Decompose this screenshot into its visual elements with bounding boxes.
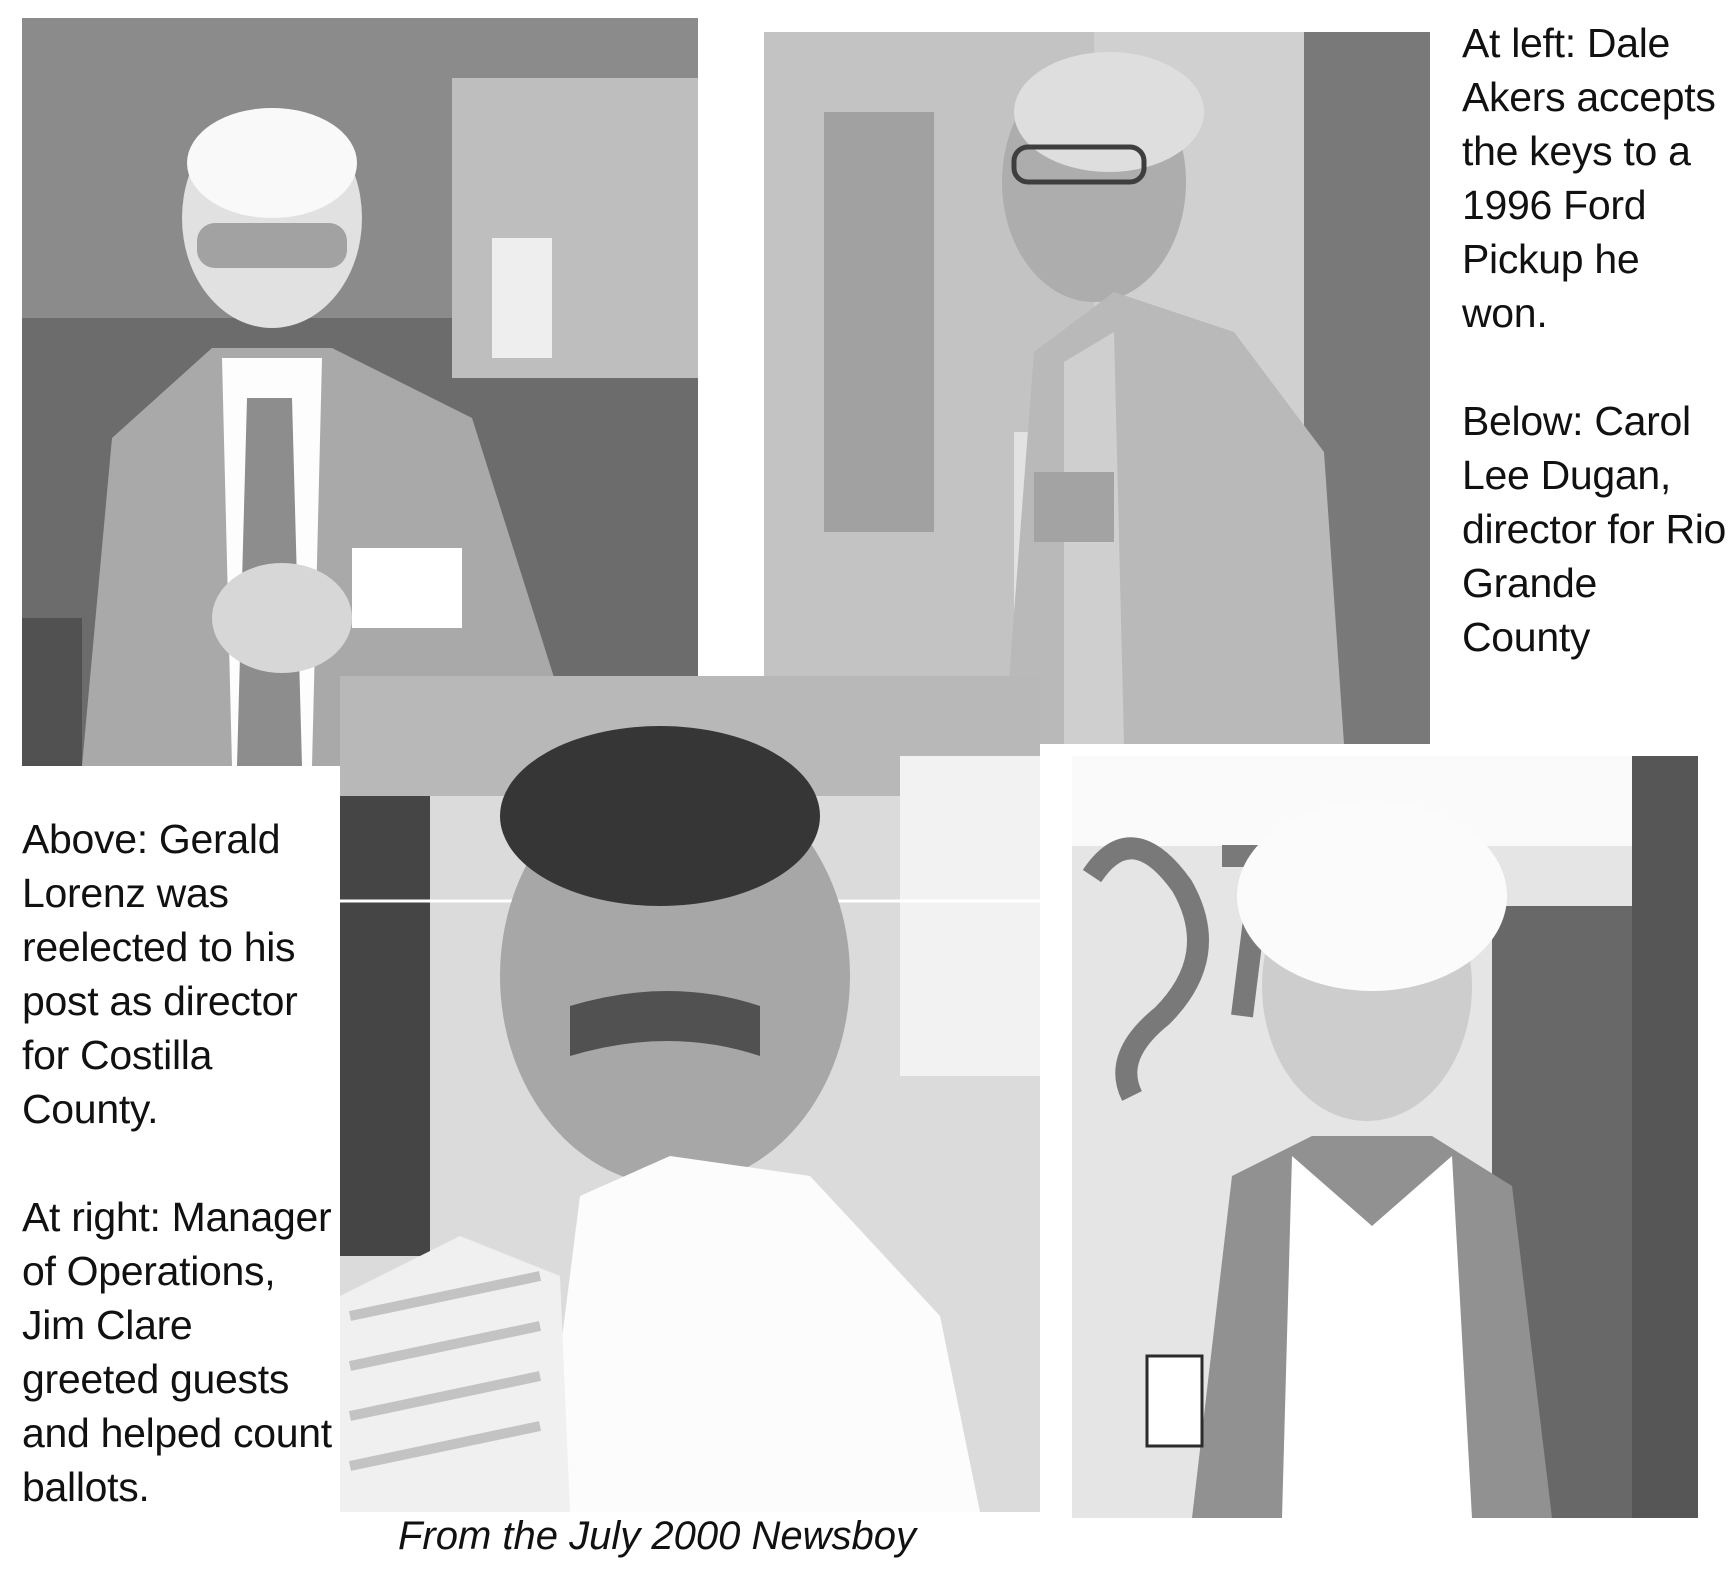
photo-jim-clare — [340, 676, 1040, 1512]
caption-spacer — [22, 1136, 340, 1190]
caption-gerald-lorenz-jim-clare — [22, 812, 340, 1514]
caption-jim-clare: At right: Manager of Operations, Jim Clare greeted guests and helped count ballots. — [22, 1194, 332, 1510]
caption-gerald-lorenz: Above: Gerald Lorenz was reelected to his post as director for Costilla County. — [22, 816, 298, 1132]
photo-dale-akers-image — [764, 32, 1430, 744]
caption-carol-lee-dugan: Below: Carol Lee Dugan, director for Rio Grande County — [1462, 398, 1727, 660]
photo-gerald-lorenz-image — [22, 18, 698, 766]
photo-carol-lee-dugan-image — [1072, 756, 1698, 1518]
caption-spacer — [1462, 340, 1730, 394]
photo-dale-akers — [764, 32, 1430, 744]
photo-gerald-lorenz — [22, 18, 698, 766]
caption-dale-akers-carol-dugan — [1462, 16, 1730, 664]
source-note: From the July 2000 Newsboy — [398, 1514, 917, 1558]
caption-dale-akers: At left: Dale Akers accepts the keys to a 1996 Ford Pickup he won. — [1462, 20, 1716, 336]
photo-jim-clare-image — [340, 676, 1040, 1512]
photo-carol-lee-dugan — [1072, 756, 1698, 1518]
